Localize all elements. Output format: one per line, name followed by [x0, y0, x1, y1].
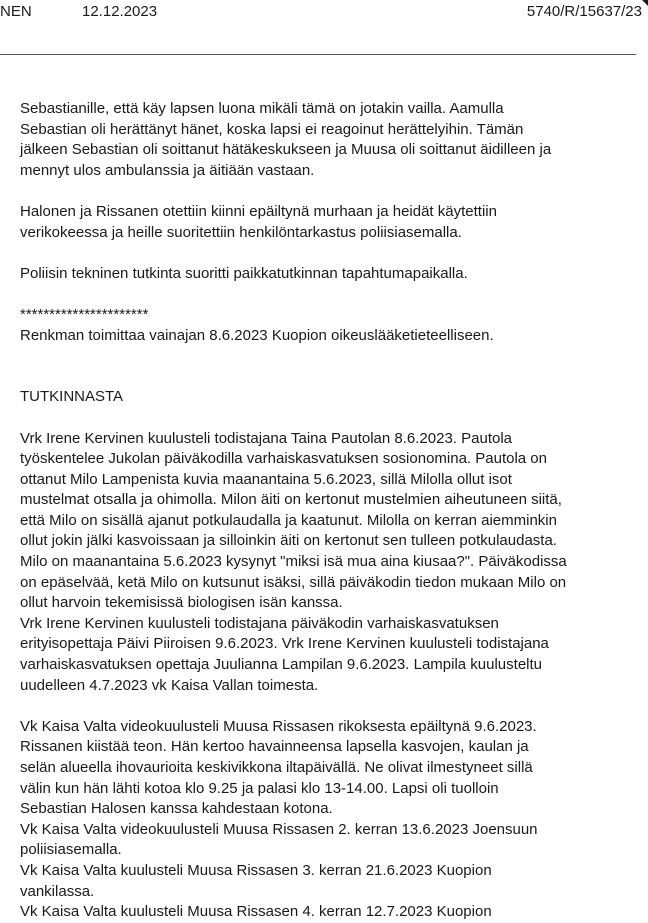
header-divider	[0, 54, 636, 55]
paragraph-suspect-interview-4: Vk Kaisa Valta kuulusteli Muusa Rissasen 4. kerran 12.7.2023 Kuopion	[20, 903, 492, 921]
paragraph-suspect-interview-3: Vk Kaisa Valta kuulusteli Muusa Rissasen 3. kerran 21.6.2023 Kuopion vankilassa.	[20, 861, 492, 900]
header-date: 12.12.2023	[82, 3, 158, 20]
paragraph-morning-events: Sebastianille, että käy lapsen luona mikäli tämä on jotakin vailla. Aamulla Sebastian oli herättänyt hänet, koska lapsi ei reagoinut herättelyihin. Tämän jälkeen Sebastian oli soittanut hätäkeskukseen ja Muusa oli soittanut äidilleen ja mennyt ulos ambulanssia ja äitiään vastaan.	[20, 100, 552, 179]
document-body	[20, 99, 640, 923]
paragraph-technical-investigation: Poliisin tekninen tutkinta suoritti paikkatutkinnan tapahtumapaikalla.	[20, 264, 468, 282]
paragraph-autopsy-transfer: Renkman toimittaa vainajan 8.6.2023 Kuopion oikeuslääketieteelliseen.	[20, 326, 494, 344]
paragraph-suspect-interview-2: Vk Kaisa Valta videokuulusteli Muusa Rissasen 2. kerran 13.6.2023 Joensuun poliisiasemalla.	[20, 820, 538, 859]
paragraph-witness-pautola: Vrk Irene Kervinen kuulusteli todistajana Taina Pautolan 8.6.2023. Pautola työskentelee Jukolan päiväkodilla varhaiskasvatuksen sosionomina. Pautola on ottanut Milo Lampenista kuvia maanantaina 5.6.2023, sillä Milolla ollut isot mustelmat otsalla ja ohimolla. Milon äiti on kertonut mustelmien aiheutuneen siitä, että Milo on sisällä ajanut potkulaudalla ja kaatunut. Milolla on kerran aiemminkin ollut jokin jälki kasvoissaan ja silloinkin äiti on kertonut sen tulleen potkulaudasta. Milo on maanantaina 5.6.2023 kysynyt "miksi isä mua aina kiusaa?". Päiväkodissa on epäselvää, ketä Milo on kutsunut isäksi, sillä päiväkodin tiedon mukaan Milo on ollut harvoin tekemisissä biologisen isän kanssa.	[20, 429, 567, 612]
header-name-fragment: NEN	[0, 3, 32, 20]
separator-line: **********************	[20, 305, 149, 323]
header-case-reference: 5740/R/15637/23	[526, 3, 642, 20]
corner-mark	[642, 0, 648, 6]
paragraph-suspect-interview-1: Vk Kaisa Valta videokuulusteli Muusa Rissasen rikoksesta epäiltynä 9.6.2023. Rissanen kiistää teon. Hän kertoo havainneensa lapsella kasvojen, kaulan ja selän alueella ihovaurioita keskivikkona iltapäivällä. Ne olivat ilmestyneet sillä välin kun hän lähti kotoa klo 9.25 ja palasi klo 13-14.00. Lapsi oli tuolloin Sebastian Halosen kanssa kahdestaan kotona.	[20, 717, 537, 818]
paragraph-witness-teachers: Vrk Irene Kervinen kuulusteli todistajana päiväkodin varhaiskasvatuksen erityisopettaja Päivi Piiroisen 9.6.2023. Vrk Irene Kervinen kuulusteli todistajana varhaiskasvatuksen opettaja Juulianna Lampilan 9.6.2023. Lampila kuulusteltu uudelleen 4.7.2023 vk Kaisa Vallan toimesta.	[20, 614, 549, 694]
section-heading: TUTKINNASTA	[20, 388, 124, 406]
page-header	[0, 0, 648, 24]
paragraph-arrest: Halonen ja Rissanen otettiin kiinni epäiltynä murhaan ja heidät käytettiin verikokeessa ja heille suoritettiin henkilöntarkastus poliisiasemalla.	[20, 202, 497, 241]
